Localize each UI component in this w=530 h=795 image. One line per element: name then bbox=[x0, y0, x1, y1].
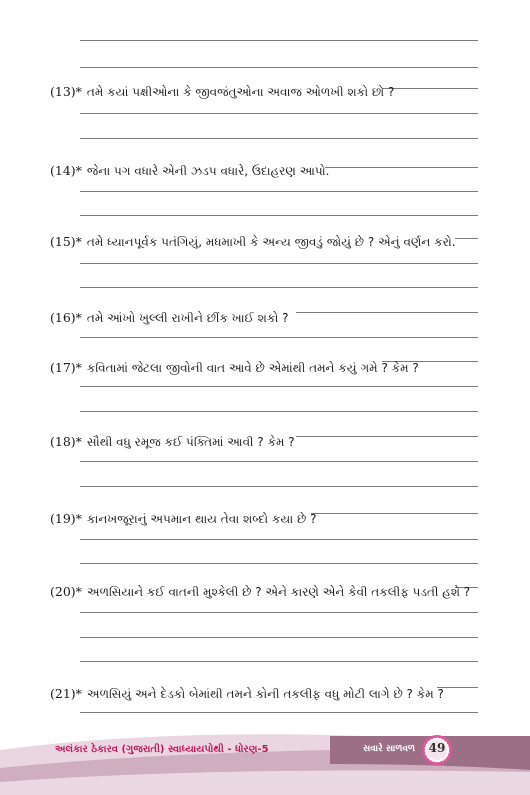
question-number: (21)* bbox=[50, 686, 82, 701]
question-14 bbox=[50, 163, 330, 179]
question-text: તમે ધ્યાનપૂર્વક પતંગિયું, મધમાખી કે અન્ય જીવડું જોયું છે ? એનું વર્ણન કરો. bbox=[86, 235, 456, 249]
question-18 bbox=[50, 434, 295, 450]
answer-line bbox=[80, 215, 478, 216]
answer-line bbox=[80, 637, 478, 638]
answer-line bbox=[325, 167, 478, 168]
question-text: અળસિયાને કઈ વાતની મુશ્કેલી છે ? એને કારણે એને કેવી તકલીફ પડતી હશે ? bbox=[86, 585, 471, 599]
question-20 bbox=[50, 584, 470, 600]
answer-line bbox=[80, 612, 478, 613]
question-number: (14)* bbox=[50, 163, 82, 178]
answer-line bbox=[455, 238, 478, 239]
question-number: (17)* bbox=[50, 360, 82, 375]
answer-line bbox=[80, 67, 478, 68]
question-text: સૌથી વધુ રમૂજ કઈ પંક્તિમાં આવી ? કેમ ? bbox=[86, 435, 295, 449]
answer-line bbox=[80, 287, 478, 288]
question-number: (18)* bbox=[50, 434, 82, 449]
answer-line bbox=[80, 461, 478, 462]
question-21 bbox=[50, 686, 444, 702]
answer-line bbox=[80, 411, 478, 412]
page-number: 49 bbox=[428, 741, 446, 755]
answer-line bbox=[80, 712, 478, 713]
question-text: તમે કયાં પક્ષીઓના કે જીવજંતુઓના અવાજ ઓળખી શકો છો ? bbox=[86, 85, 395, 99]
question-text: અળસિયું અને દેડકો બેમાંથી તમને કોની તકલીફ વધુ મોટી લાગે છે ? કેમ ? bbox=[86, 687, 444, 701]
question-text: જેના પગ વધારે એની ઝડપ વધારે, ઉદાહરણ આપો. bbox=[86, 164, 330, 178]
answer-line bbox=[80, 40, 478, 41]
answer-line bbox=[296, 312, 478, 313]
answer-line bbox=[80, 661, 478, 662]
question-13 bbox=[50, 84, 394, 100]
answer-line bbox=[80, 386, 478, 387]
book-title: અલંકાર ઠેકારવ (ગુજરાતી) સ્વાધ્યાયપોથી - ધોરણ-5 bbox=[55, 744, 269, 755]
answer-line bbox=[296, 436, 478, 437]
answer-line bbox=[80, 138, 478, 139]
answer-line bbox=[80, 486, 478, 487]
question-number: (16)* bbox=[50, 310, 82, 325]
question-17 bbox=[50, 360, 419, 376]
question-15 bbox=[50, 234, 456, 250]
question-19 bbox=[50, 511, 316, 527]
question-text: કવિતામાં જેટલા જીવોની વાત આવે છે એમાંથી તમને કયું ગમે ? કેમ ? bbox=[86, 361, 419, 375]
answer-line bbox=[80, 337, 478, 338]
section-label: સવારે સાળવળ bbox=[363, 744, 416, 754]
question-text: કાનખજૂરાનું અપમાન થાય તેવા શબ્દો કયા છે ? bbox=[86, 512, 317, 526]
answer-line bbox=[80, 263, 478, 264]
answer-line bbox=[80, 563, 478, 564]
answer-line bbox=[382, 88, 478, 89]
answer-line bbox=[80, 539, 478, 540]
question-number: (13)* bbox=[50, 84, 82, 99]
question-number: (20)* bbox=[50, 584, 82, 599]
question-text: તમે આંખો ખુલ્લી રાખીને છીંક ખાઈ શકો ? bbox=[86, 311, 289, 325]
answer-line bbox=[80, 113, 478, 114]
question-number: (19)* bbox=[50, 511, 82, 526]
question-16 bbox=[50, 310, 289, 326]
question-number: (15)* bbox=[50, 234, 82, 249]
answer-line bbox=[80, 191, 478, 192]
answer-line bbox=[311, 513, 478, 514]
